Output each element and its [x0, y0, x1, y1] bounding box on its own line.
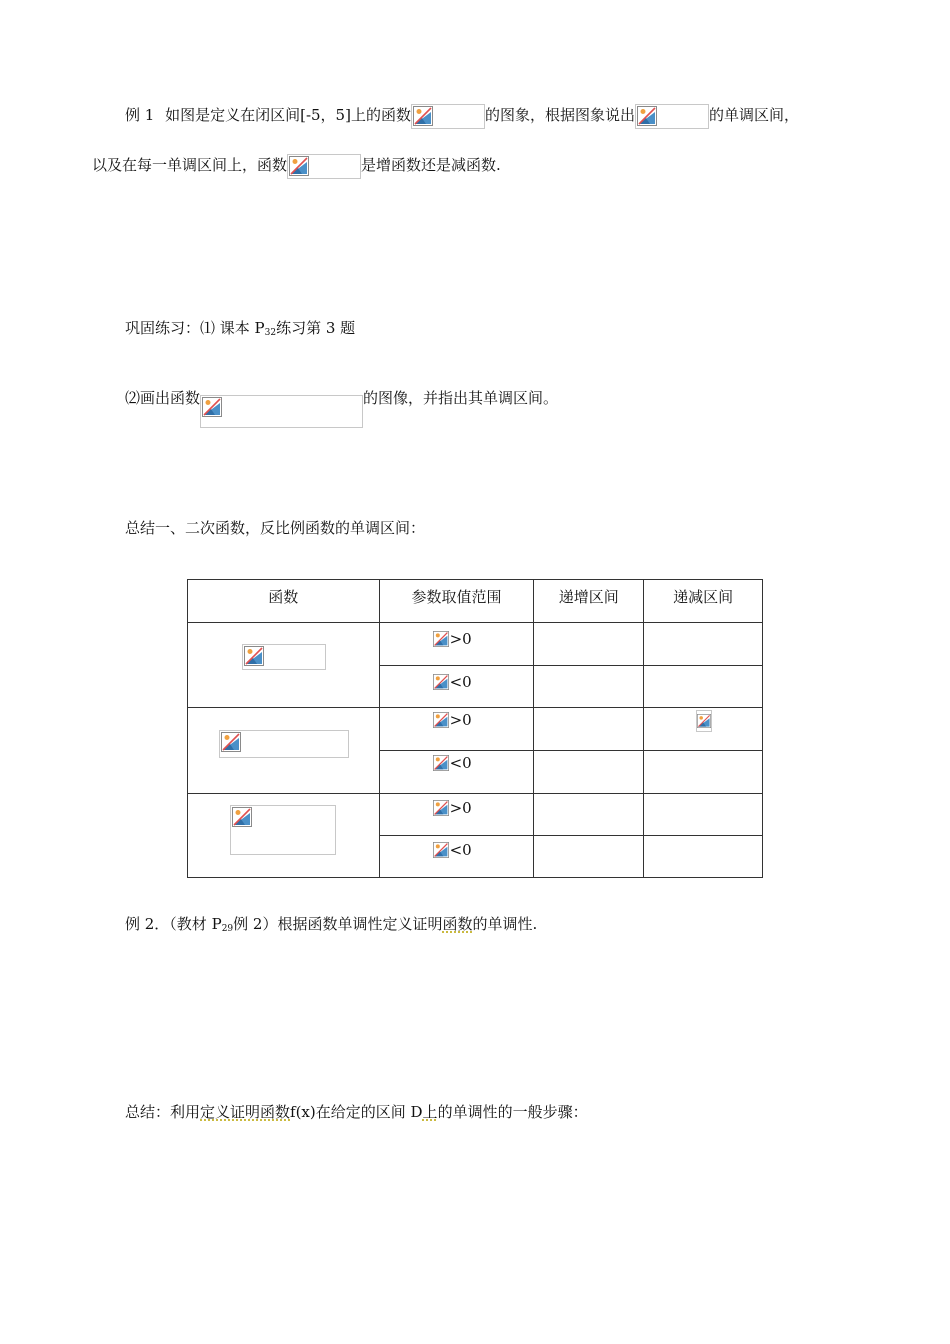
- broken-image-icon: [244, 646, 264, 666]
- broken-image-icon: [289, 156, 309, 176]
- summary2-text-5: 的单调性的一般步骤：: [437, 1103, 588, 1121]
- function-formula-image: [242, 644, 326, 670]
- parameter-image: [433, 799, 450, 819]
- summary1-title: 总结一、二次函数，反比例函数的单调区间：: [125, 519, 426, 537]
- example1-label: 例 1: [125, 106, 155, 124]
- decreasing-cell: [644, 666, 763, 708]
- summary2-text-1: 总结：利用: [125, 1103, 201, 1121]
- function-formula-image: [411, 104, 485, 129]
- example2-text-2: 例 2）根据函数单调性定义证明: [233, 915, 443, 933]
- condition-cell: [379, 708, 534, 751]
- header-increasing-interval: 递增区间: [534, 580, 644, 623]
- parameter-image: [433, 630, 450, 650]
- broken-image-icon: [637, 106, 657, 126]
- example2-page-sub: 29: [221, 924, 234, 934]
- practice-text-3: ⑵画出函数: [125, 389, 201, 407]
- broken-image-icon: [232, 807, 252, 827]
- parameter-image: [433, 673, 450, 693]
- broken-image-icon: [202, 397, 222, 417]
- parameter-image: [433, 841, 450, 861]
- broken-image-icon: [433, 630, 449, 648]
- condition-cell: [379, 751, 534, 794]
- decreasing-cell: [644, 708, 763, 751]
- parameter-image: [433, 754, 450, 774]
- example1-text-3: 的单调区间，: [708, 106, 799, 124]
- condition-text: <0: [449, 754, 472, 772]
- example1-text-4: 以及在每一单调区间上，函数: [92, 156, 288, 174]
- example1-text-1: 如图是定义在闭区间[-5，5]上的函数: [165, 106, 411, 124]
- increasing-cell: [534, 836, 644, 878]
- broken-image-icon: [433, 799, 449, 817]
- condition-text: <0: [449, 673, 472, 691]
- broken-image-icon: [697, 712, 711, 730]
- condition-text: >0: [449, 630, 472, 648]
- decreasing-cell: [644, 794, 763, 836]
- example2-text-3: 函数: [442, 915, 473, 933]
- function-formula-image: [287, 154, 361, 179]
- increasing-cell: [534, 623, 644, 666]
- broken-image-icon: [433, 711, 449, 729]
- broken-image-icon: [413, 106, 433, 126]
- condition-cell: [379, 836, 534, 878]
- function-cell: [188, 708, 380, 794]
- broken-image-icon: [433, 673, 449, 691]
- example2-line: [125, 912, 537, 941]
- function-formula-image: [200, 395, 363, 428]
- function-formula-image: [230, 805, 336, 855]
- header-function: 函数: [188, 580, 380, 623]
- example1-line2: [92, 153, 501, 179]
- summary2-text-3: f(x)在给定的区间 D: [290, 1103, 423, 1121]
- decreasing-cell: [644, 836, 763, 878]
- header-parameter-range: 参数取值范围: [379, 580, 534, 623]
- example1-text-5: 是增函数还是减函数.: [361, 156, 501, 174]
- condition-cell: [379, 794, 534, 836]
- summary2-text-4: 上: [422, 1103, 438, 1121]
- header-decreasing-interval: 递减区间: [644, 580, 763, 623]
- decreasing-cell: [644, 623, 763, 666]
- function-cell: [188, 623, 380, 708]
- example2-text-1: 例 2．（教材 P: [125, 915, 222, 933]
- example1-text-2: 的图象，根据图象说出: [484, 106, 635, 124]
- broken-image-icon: [433, 841, 449, 859]
- increasing-cell: [534, 794, 644, 836]
- summary2-line: [125, 1100, 588, 1124]
- broken-image-icon: [433, 754, 449, 772]
- example2-text-4: 的单调性.: [472, 915, 538, 933]
- practice-text-1: 巩固练习：⑴ 课本 P: [125, 319, 265, 337]
- condition-text: >0: [449, 711, 472, 729]
- practice-text-4: 的图像，并指出其单调区间。: [363, 389, 559, 407]
- interval-image: [696, 710, 712, 732]
- practice-line1: [125, 316, 355, 345]
- condition-text: >0: [449, 799, 472, 817]
- broken-image-icon: [221, 732, 241, 752]
- increasing-cell: [534, 751, 644, 794]
- summary2-text-2: 定义证明函数: [200, 1103, 291, 1121]
- condition-cell: [379, 623, 534, 666]
- function-formula-image: [635, 104, 709, 129]
- condition-cell: [379, 666, 534, 708]
- increasing-cell: [534, 666, 644, 708]
- decreasing-cell: [644, 751, 763, 794]
- practice-page-sub: 32: [264, 328, 277, 338]
- parameter-image: [433, 711, 450, 731]
- monotonic-interval-table: [187, 579, 763, 878]
- increasing-cell: [534, 708, 644, 751]
- practice-line2: [125, 386, 558, 428]
- practice-text-2: 练习第 3 题: [276, 319, 356, 337]
- example1-line1: [125, 103, 799, 129]
- condition-text: <0: [449, 841, 472, 859]
- function-formula-image: [219, 730, 349, 758]
- function-cell: [188, 794, 380, 878]
